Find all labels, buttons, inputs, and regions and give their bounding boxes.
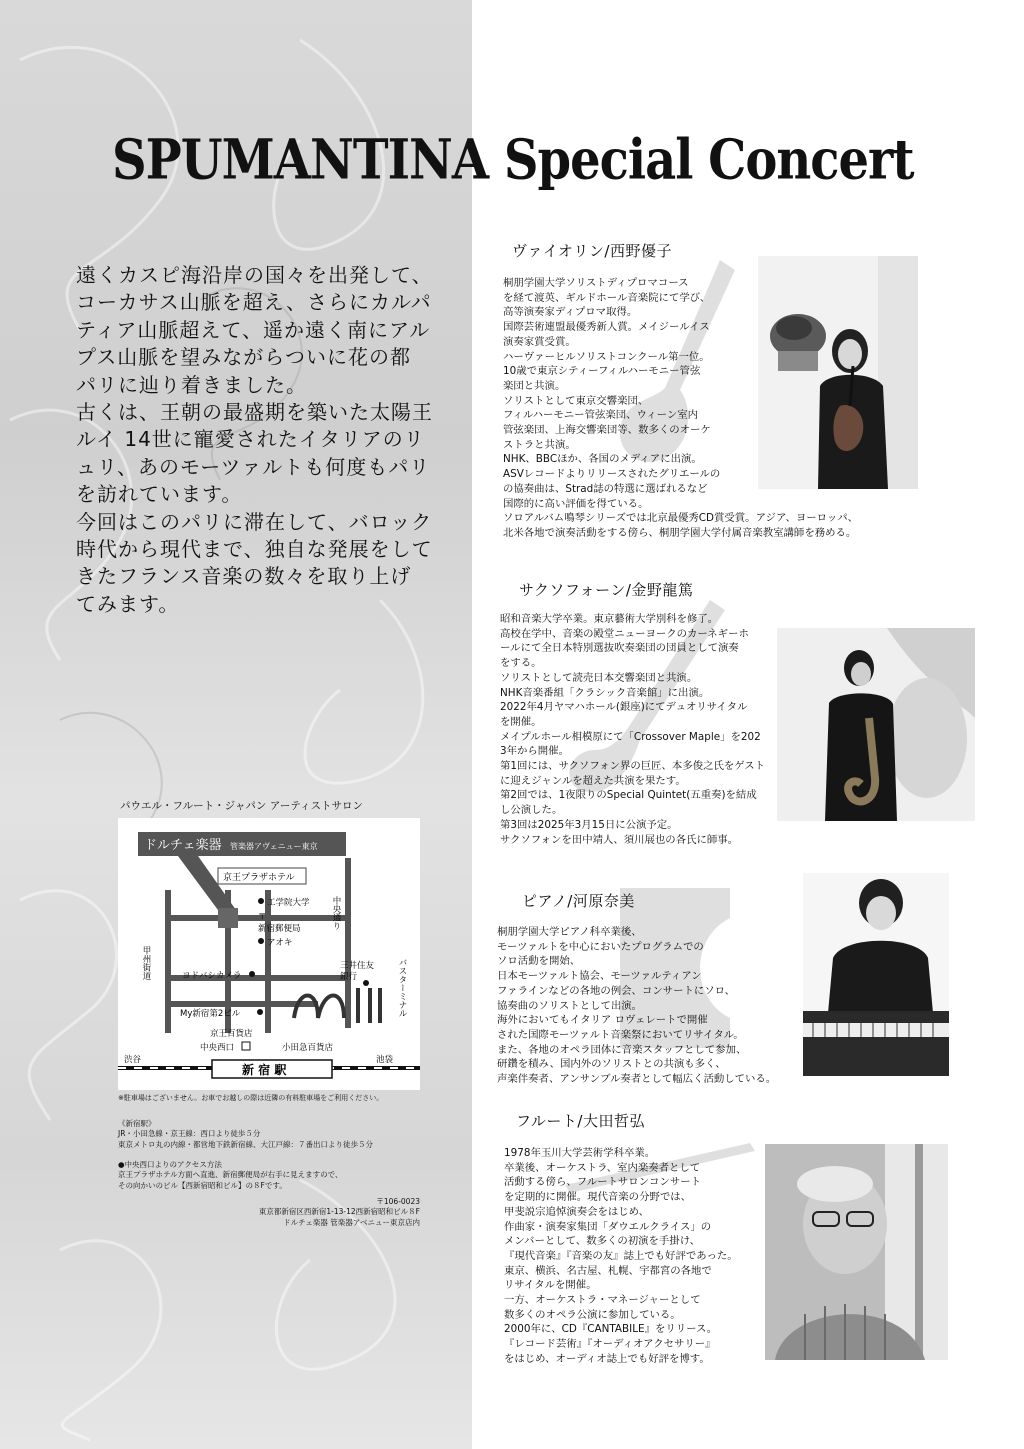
performer-bio-violin: 桐朋学園大学ソリストディプロマコース を経て渡英、ギルドホール音楽院にて学び、 高等演奏家ディプロマ取得。 国際芸術連盟最優秀新人賞。メイジールイス 演奏家賞受賞。 ハーヴァーヒルソリストコンクール第一位。 10歳で東京シティーフィルハーモニー管弦 楽団と共演。 ソリストとして東京交響楽団、 フィルハーモニー管弦楽団、ウィーン室内 管弦楽団、上海交響楽団等、数多くのオーケ ストラと共演。 NHK、BBCほか、各国のメディアに出演。 ASVレコードよりリリースされたグリエールの の協奏曲は、Strad誌の特選に選ばれるなど 国際的に高い評価を得ている。 ソロアルバム鳴琴シリーズでは北京最優秀CD賞受賞。アジア、ヨーロッパ、 北米各地で演奏活動をする傍ら、桐朋学園大学付属音楽教室講師を務める。 xyxy=(503,277,859,539)
venue-building-marker xyxy=(218,908,238,928)
parking-note: ※駐車場はございません。お車でお越しの際は近隣の有料駐車場をご利用ください。 xyxy=(118,1094,384,1102)
venue-address: 〒106-0023 東京都新宿区西新宿1-13-12西新宿昭和ビル８F ドルチェ楽器 管楽器アベニュー東京店内 xyxy=(258,1197,420,1227)
landmark-dot xyxy=(258,938,264,944)
landmark-dot xyxy=(249,971,255,977)
pianist-photo xyxy=(803,873,949,1076)
flutist-photo xyxy=(765,1144,948,1360)
map-label-shibuya: 渋谷 xyxy=(124,1055,142,1065)
map-label-yodobashi: ヨドバシカメラ xyxy=(182,971,242,981)
map-label-chuo-nishiguchi: 中央西口 xyxy=(200,1043,235,1053)
performer-bio-flute: 1978年玉川大学芸術学科卒業。 卒業後、オーケストラ、室内楽奏者として 活動する傍ら、フルートサロンコンサート を定期的に開催。現代音楽の分野では、 甲斐説宗追悼演奏会をはじめ、 作曲家・演奏家集団「ダウエルクライス」の メンバーとして、数多くの初演を手掛け、 『現代音楽』『音楽の友』誌上でも好評であった。 東京、横浜、名古屋、札幌、宇都宮の各地で リサイタルを開催。 一方、オーケストラ・マネージャーとして 数多くのオペラ公演に参加している。 2000年に、CD『CANTABILE』をリリース。 『レコード芸術』『オーディオアクセサリー』 をはじめ、オーディオ誌上でも好評を博す。 xyxy=(504,1147,738,1365)
map-label-chuo-dori: 中央通り xyxy=(331,896,341,930)
map-label-post-office: 新宿郵便局 xyxy=(258,924,301,934)
map-label-ikebukuro: 池袋 xyxy=(376,1055,394,1065)
map-label-bus-terminal: バスターミナル xyxy=(397,958,407,1018)
map-label-my-shinjuku: My新宿第2ビル xyxy=(180,1009,241,1019)
exit-marker xyxy=(242,1042,250,1050)
map-label-station: 新 宿 駅 xyxy=(242,1063,287,1077)
map-label-aoki: アオキ xyxy=(267,938,293,948)
access-directions: 《新宿駅》 JR・小田急線・京王線：西口より徒歩５分 東京メトロ丸の内線・都営地下鉄新宿線、大江戸線：７番出口より徒歩５分 ●中央西口よりのアクセス方法 京王プラザホテル方面へ直進、新宿郵便局が右手に見えますので、 その向かいのビル【西新宿昭和ビル】の８Fです。 xyxy=(118,1119,373,1190)
performer-heading-flute: フルート/大田哲弘 xyxy=(516,1112,645,1130)
landmark-dot xyxy=(363,980,369,986)
map-label-odakyu: 小田急百貨店 xyxy=(282,1043,334,1053)
violinist-photo xyxy=(758,256,918,489)
map-label-post-mark: 〒 xyxy=(258,912,267,922)
concert-title: SPUMANTINA Special Concert xyxy=(112,128,914,193)
performer-bio-saxophone: 昭和音楽大学卒業。東京藝術大学別科を修了。 高校在学中、音楽の殿堂ニューヨークのカーネギーホ ールにて全日本特別選抜吹奏楽団の団員として演奏 をする。 ソリストとして読売日本交響楽団と共演。 NHK音楽番組「クラシック音楽館」に出演。 2022年4月ヤマハホール(銀座)にてデュオリサイタル を開催。 メイプルホール相模原にて「Crossover Maple」を202 3年から開催。 第1回には、サクソフォン界の巨匠、本多俊之氏をゲスト に迎えジャンルを超えた共演を果たす。 第2回では、1夜限りのSpecial Quintet(五重奏)を結成 し公演した。 第3回は2025年3月15日に公演予定。 サクソフォンを田中靖人、須川展也の各氏に師事。 xyxy=(500,613,766,846)
intro-text: 遠くカスピ海沿岸の国々を出発して、 コーカサス山脈を超え、さらにカルパ ティア山脈超えて、遥か遠く南にアル プス山脈を望みながらついに花の都 パリに辿り着きました。 古くは、王朝の最盛期を築いた太陽王 ルイ 14世に寵愛されたイタリアのリ ュリ、あのモーツァルトも何度もパリ を訪れています。 今回はこのパリに滞在して、バロック 時代から現代まで、独自な発展をして きたフランス音楽の数々を取り上げ てみます。 xyxy=(76,263,433,616)
map-label-keio-plaza: 京王プラザホテル xyxy=(223,873,295,883)
venue-name: ドルチェ楽器 xyxy=(144,838,222,853)
performer-heading-saxophone: サクソフォーン/金野龍篤 xyxy=(519,581,694,599)
landmark-dot xyxy=(257,1009,263,1015)
saxophonist-photo xyxy=(777,628,975,821)
performer-heading-violin: ヴァイオリン/西野優子 xyxy=(512,242,672,260)
venue-subtitle: 管楽器アヴェニュー東京 xyxy=(230,842,318,851)
venue-map-heading: パウエル・フルート・ジャパン アーティストサロン xyxy=(120,800,364,812)
performer-heading-piano: ピアノ/河原奈美 xyxy=(522,892,635,910)
map-label-mitsui: 三井住友銀行 xyxy=(340,961,375,982)
landmark-dot xyxy=(258,898,264,904)
ornamental-swirl-background xyxy=(0,0,472,1449)
venue-access-map xyxy=(118,818,420,1090)
map-label-keio-dept: 京王百貨店 xyxy=(210,1029,253,1039)
performer-bio-piano: 桐朋学園大学ピアノ科卒業後、 モーツァルトを中心においたプログラムでの ソロ活動を開始、 日本モーツァルト協会、モーツァルティアン ファラインなどの各地の例会、コンサートにソロ、 協奏曲のソリストとして出演。 海外においてもイタリア ロヴェレートで開催 された国際モーツァルト音楽祭においてリサイタル。 また、各地のオペラ団体に音楽スタッフとして参加、 研鑽を積み、国内外のソリストとの共演も多く、 声楽伴奏者、アンサンブル奏者として幅広く活動している。 xyxy=(497,926,777,1086)
map-label-kogakuin: 工学院大学 xyxy=(267,898,310,908)
map-label-koshu-kaido: 甲州街道 xyxy=(141,946,151,980)
